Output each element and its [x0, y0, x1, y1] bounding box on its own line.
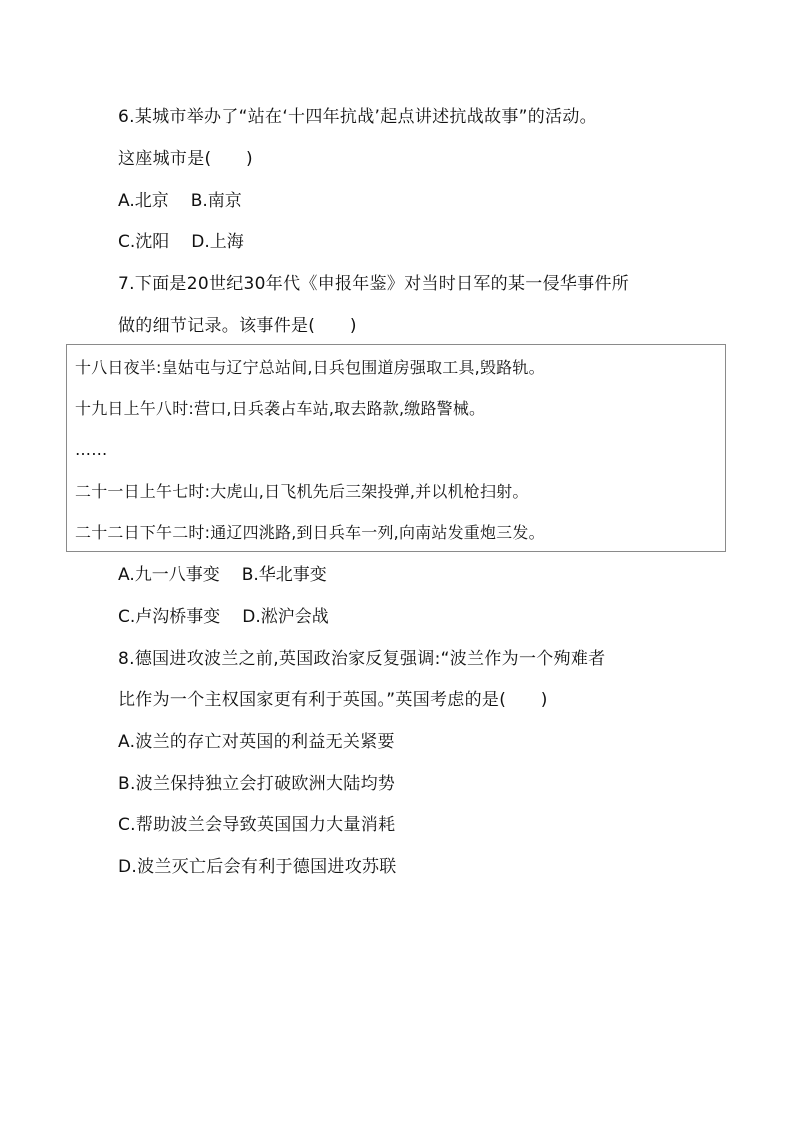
q8-option-b: B.波兰保持独立会打破欧洲大陆均势: [118, 774, 396, 794]
q6-option-a: A.北京: [118, 191, 169, 211]
quote-line-1: 十八日夜半:皇姑屯与辽宁总站间,日兵包围道房强取工具,毁路轨。: [75, 358, 545, 377]
q6-option-d: D.上海: [191, 232, 244, 252]
q7-stem-line2: 做的细节记录。该事件是( ): [118, 316, 357, 336]
q8-stem-line1: 8.德国进攻波兰之前,英国政治家反复强调:“波兰作为一个殉难者: [118, 649, 606, 669]
q7-option-d: D.淞沪会战: [242, 607, 329, 627]
q7-option-a: A.九一八事变: [118, 565, 220, 585]
q6-stem-line1: 6.某城市举办了“站在‘十四年抗战’起点讲述抗战故事”的活动。: [118, 107, 597, 127]
q7-quote-box: [66, 344, 726, 552]
q7-option-c: C.卢沟桥事变: [118, 607, 221, 627]
q8-option-a: A.波兰的存亡对英国的利益无关紧要: [118, 732, 395, 752]
q6-options-row1: [118, 190, 242, 212]
quote-line-3: 二十一日上午七时:大虎山,日飞机先后三架投弹,并以机枪扫射。: [75, 482, 529, 501]
q6-options-row2: [118, 231, 244, 253]
q7-options-row2: [118, 606, 329, 628]
quote-ellipsis: ……: [75, 440, 108, 459]
q6-option-c: C.沈阳: [118, 232, 170, 252]
q7-options-row1: [118, 564, 327, 586]
q7-stem-line1: 7.下面是20世纪30年代《申报年鉴》对当时日军的某一侵华事件所: [118, 274, 630, 294]
quote-line-2: 十九日上午八时:营口,日兵袭占车站,取去路款,缴路警械。: [75, 399, 486, 418]
q6-option-b: B.南京: [190, 191, 242, 211]
quote-line-4: 二十二日下午二时:通辽四洮路,到日兵车一列,向南站发重炮三发。: [75, 523, 545, 542]
q8-option-d: D.波兰灭亡后会有利于德国进攻苏联: [118, 857, 397, 877]
q7-option-b: B.华北事变: [241, 565, 327, 585]
q8-option-c: C.帮助波兰会导致英国国力大量消耗: [118, 815, 396, 835]
q6-stem-line2: 这座城市是( ): [118, 149, 253, 169]
q8-stem-line2: 比作为一个主权国家更有利于英国。”英国考虑的是( ): [118, 690, 548, 710]
